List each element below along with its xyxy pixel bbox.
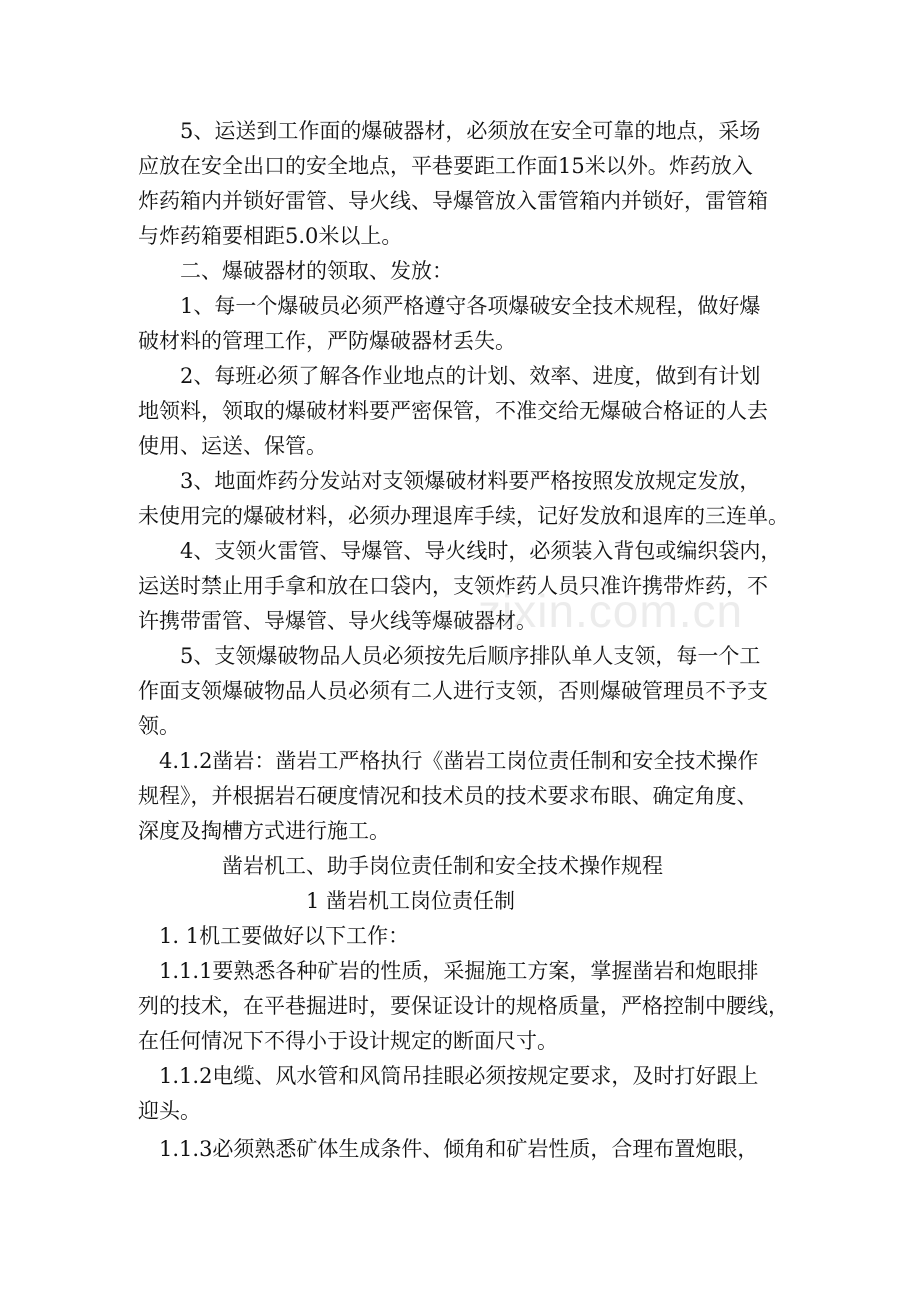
text-line: 作面支领爆破物品人员必须有二人进行支领，否则爆破管理员不予支 xyxy=(138,679,768,703)
text-line: 迎头。 xyxy=(138,1099,201,1123)
text-line: 4、支领火雷管、导爆管、导火线时，必须装入背包或编织袋内， xyxy=(138,539,782,563)
text-line: 5、支领爆破物品人员必须按先后顺序排队单人支领，每一个工 xyxy=(138,644,761,668)
text-line: 使用、运送、保管。 xyxy=(138,434,327,458)
watermark: zixin.com.cn xyxy=(478,585,744,637)
section-title: 凿岩机工、助手岗位责任制和安全技术操作规程 xyxy=(138,854,663,878)
text-line: 运送时禁止用手拿和放在口袋内，支领炸药人员只准许携带炸药，不 xyxy=(138,574,768,598)
text-line: 地领料，领取的爆破材料要严密保管，不准交给无爆破合格证的人去 xyxy=(138,399,768,423)
text-line: 1.1.1要熟悉各种矿岩的性质，采掘施工方案，掌握凿岩和炮眼排 xyxy=(138,959,759,983)
document-body xyxy=(138,114,789,1167)
text-line: 与炸药箱要相距5.0米以上。 xyxy=(138,224,403,248)
text-line: 1.1.3必须熟悉矿体生成条件、倾角和矿岩性质，合理布置炮眼， xyxy=(138,1137,759,1161)
text-line: 许携带雷管、导爆管、导火线等爆破器材。 xyxy=(138,609,537,633)
text-line: 领。 xyxy=(138,714,180,738)
text-line: 深度及掏槽方式进行施工。 xyxy=(138,819,390,843)
text-line: 1.1.2电缆、风水管和风筒吊挂眼必须按规定要求，及时打好跟上 xyxy=(138,1064,759,1088)
text-line: 3、地面炸药分发站对支领爆破材料要严格按照发放规定发放， xyxy=(138,469,761,493)
text-line: 炸药箱内并锁好雷管、导火线、导爆管放入雷管箱内并锁好，雷管箱 xyxy=(138,189,768,213)
text-line: 未使用完的爆破材料，必须办理退库手续，记好发放和退库的三连单。 xyxy=(138,504,789,528)
text-line: 破材料的管理工作，严防爆破器材丢失。 xyxy=(138,329,516,353)
text-line: 规程》，并根据岩石硬度情况和技术员的技术要求布眼、确定角度、 xyxy=(138,784,758,808)
text-line: 在任何情况下不得小于设计规定的断面尺寸。 xyxy=(138,1029,558,1053)
text-line: 1. 1机工要做好以下工作： xyxy=(138,924,410,948)
text-line: 应放在安全出口的安全地点，平巷要距工作面15米以外。炸药放入 xyxy=(138,154,753,178)
text-line: 5、运送到工作面的爆破器材，必须放在安全可靠的地点，采场 xyxy=(138,119,761,143)
section-heading: 二、爆破器材的领取、发放： xyxy=(138,259,453,283)
subsection-title: 1 凿岩机工岗位责任制 xyxy=(138,889,516,913)
text-line: 1、每一个爆破员必须严格遵守各项爆破安全技术规程，做好爆 xyxy=(138,294,761,318)
text-line: 列的技术，在平巷掘进时，要保证设计的规格质量，严格控制中腰线， xyxy=(138,994,789,1018)
text-line: 2、每班必须了解各作业地点的计划、效率、进度，做到有计划 xyxy=(138,364,761,388)
text-line: 4.1.2凿岩：凿岩工严格执行《凿岩工岗位责任制和安全技术操作 xyxy=(138,749,759,773)
